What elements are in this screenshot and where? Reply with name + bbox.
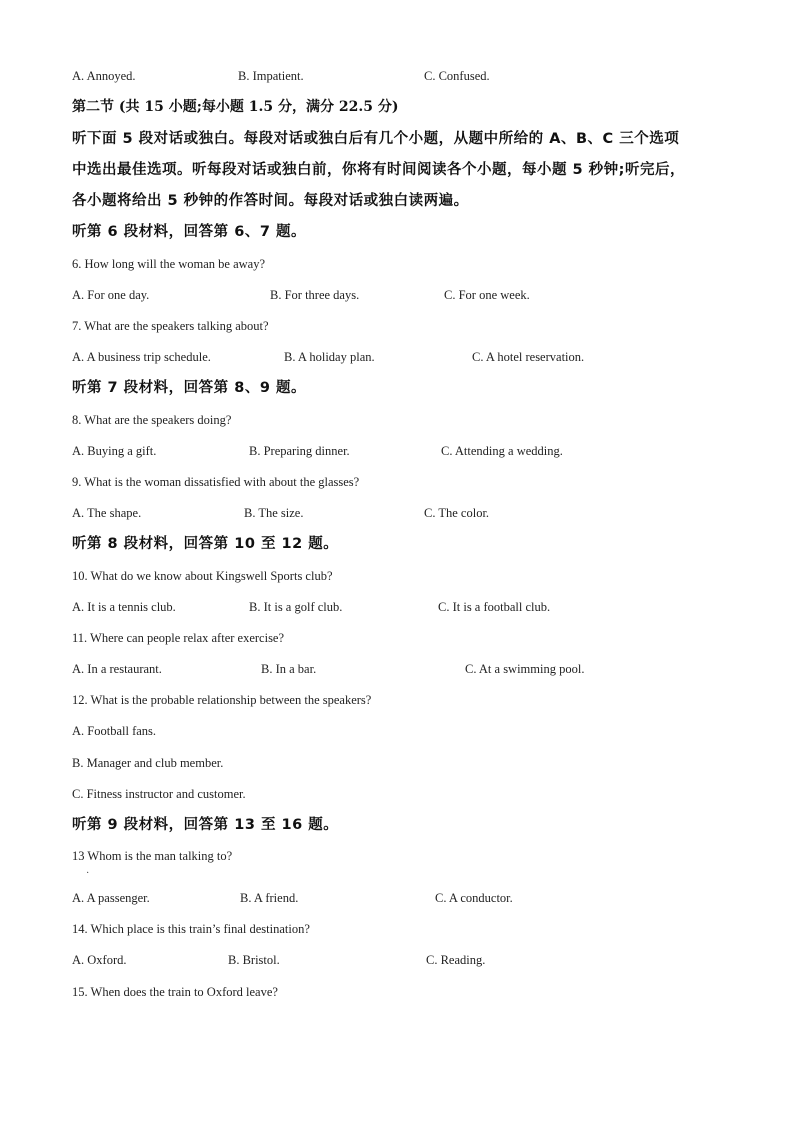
q6-question: 6. How long will the woman be away? [72, 257, 266, 271]
material9-heading: 听第 9 段材料，回答第 13 至 16 题。 [72, 817, 339, 833]
q8-option-a: A. Buying a gift. [72, 444, 157, 458]
q14-question: 14. Which place is this train’s final destination? [72, 922, 310, 936]
q9-option-b: B. The size. [244, 506, 304, 520]
q6-option-b: B. For three days. [270, 288, 360, 302]
q11-option-b: B. In a bar. [261, 662, 317, 676]
q14-option-b: B. Bristol. [228, 953, 280, 967]
q10-option-a: A. It is a tennis club. [72, 600, 176, 614]
q12-question: 12. What is the probable relationship between the speakers? [72, 693, 372, 707]
q9-option-a: A. The shape. [72, 506, 142, 520]
q12-option-a: A. Football fans. [72, 724, 157, 738]
q5-option-c: C. Confused. [424, 69, 490, 83]
q7-question: 7. What are the speakers talking about? [72, 319, 269, 333]
material7-heading: 听第 7 段材料，回答第 8、9 题。 [72, 380, 306, 396]
q9-option-c: C. The color. [424, 506, 490, 520]
q5-option-b: B. Impatient. [238, 69, 304, 83]
q10-question: 10. What do we know about Kingswell Sports club? [72, 569, 333, 583]
q14-option-a: A. Oxford. [72, 953, 127, 967]
q7-option-a: A. A business trip schedule. [72, 350, 211, 364]
section2-instruction-line-3: 各小题将给出 5 秒钟的作答时间。每段对话或独白读两遍。 [72, 193, 469, 209]
q11-option-a: A. In a restaurant. [72, 662, 162, 676]
q14-option-c: C. Reading. [426, 953, 486, 967]
q12-option-c: C. Fitness instructor and customer. [72, 787, 246, 801]
q13-option-a: A. A passenger. [72, 891, 150, 905]
q7-option-c: C. A hotel reservation. [472, 350, 585, 364]
material6-heading: 听第 6 段材料，回答第 6、7 题。 [72, 224, 306, 240]
q7-option-b: B. A holiday plan. [284, 350, 375, 364]
q5-option-a: A. Annoyed. [72, 69, 136, 83]
q6-option-a: A. For one day. [72, 288, 150, 302]
material8-heading: 听第 8 段材料，回答第 10 至 12 题。 [72, 536, 339, 552]
section2-title: 第二节 (共 15 小题;每小题 1.5 分，满分 22.5 分) [72, 99, 399, 115]
q8-option-c: C. Attending a wedding. [441, 444, 563, 458]
q11-question: 11. Where can people relax after exercise? [72, 631, 285, 645]
q11-option-c: C. At a swimming pool. [465, 662, 585, 676]
section2-instruction-line-1: 听下面 5 段对话或独白。每段对话或独白后有几个小题，从题中所给的 A、B、C 三个选项 [72, 131, 680, 147]
q10-option-b: B. It is a golf club. [249, 600, 343, 614]
q12-option-b: B. Manager and club member. [72, 756, 224, 770]
q9-question: 9. What is the woman dissatisfied with about the glasses? [72, 475, 360, 489]
q10-option-c: C. It is a football club. [438, 600, 551, 614]
q8-option-b: B. Preparing dinner. [249, 444, 350, 458]
q15-question: 15. When does the train to Oxford leave? [72, 985, 278, 999]
q13-stray-dot: · [86, 868, 90, 879]
q13-question: 13 Whom is the man talking to? [72, 849, 233, 863]
q13-option-c: C. A conductor. [435, 891, 513, 905]
q6-option-c: C. For one week. [444, 288, 530, 302]
q8-question: 8. What are the speakers doing? [72, 413, 232, 427]
section2-instruction-line-2: 中选出最佳选项。听每段对话或独白前，你将有时间阅读各个小题，每小题 5 秒钟;听完后， [72, 162, 685, 178]
q13-option-b: B. A friend. [240, 891, 299, 905]
